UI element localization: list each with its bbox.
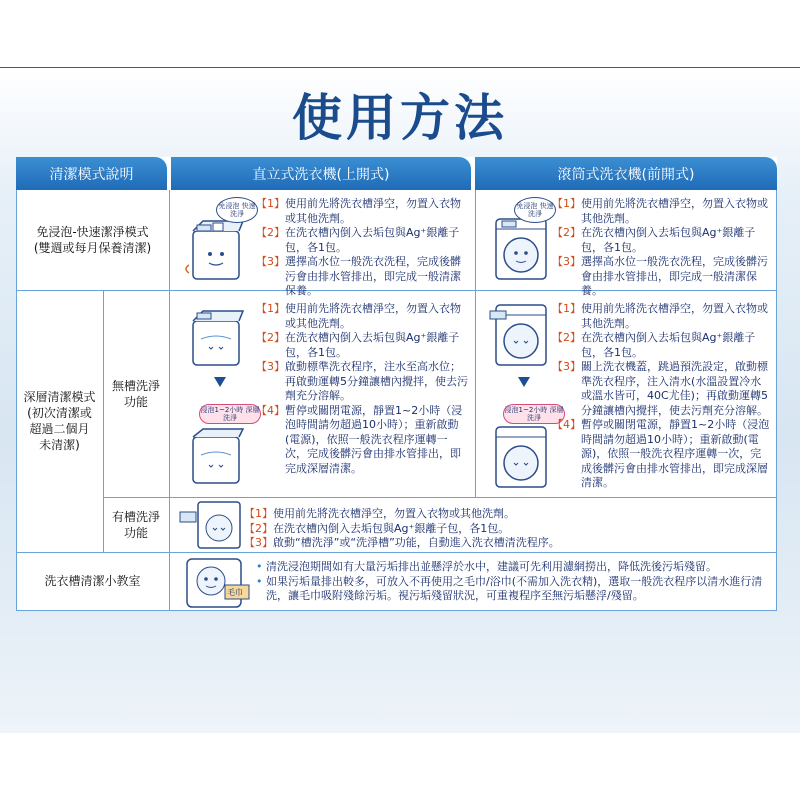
header-top-load: 直立式洗衣機(上開式) (171, 157, 471, 190)
step-text: 暫停或關閉電源，靜置1~2小時（浸泡時間請勿超過10小時）；重新啟動(電源)，依照一般洗衣程序運轉一次，完成後髒污會由排水管排出，即完成深層清潔。 (285, 403, 463, 475)
step-text: 啟動“槽洗淨”或“洗淨槽”功能，自動進入洗衣槽清洗程序。 (273, 536, 560, 549)
header-front-load: 滾筒式洗衣機(前開式) (475, 157, 777, 190)
deep-soak-bubble: 浸泡1~2小時 深層洗淨 (504, 406, 564, 422)
step-text: 在洗衣槽內倒入去垢包與Ag⁺銀離子包，各1包。 (285, 331, 460, 359)
grid-line (169, 190, 170, 611)
quick-top-load-steps (256, 197, 468, 299)
step-item (552, 360, 772, 418)
front-load-washer-illustration (486, 419, 556, 491)
tip-text: 如果污垢量排出較多，可放入不再使用之毛巾/浴巾(不需加入洗衣精)，選取一般洗衣程序以清水進行清洗，讓毛巾吸附殘餘污垢。視污垢殘留狀況，可重複程序至無污垢懸浮/殘留。 (266, 574, 763, 602)
step-number: 【1】 (256, 302, 285, 315)
instructions-table (16, 157, 777, 611)
step-number: 【3】 (552, 255, 581, 268)
grid-line (103, 497, 777, 498)
page-title: 使用方法 (292, 89, 508, 147)
deep-mode-title: 深層清潔模式 (23, 390, 96, 404)
deep-front-load-steps (552, 302, 772, 491)
no-tank-subtitle: 功能 (123, 394, 148, 409)
step-number: 【3】 (244, 536, 273, 549)
step-item (244, 536, 769, 551)
quick-front-load-steps (552, 197, 772, 299)
tank-function-label (103, 497, 169, 552)
towel-washer-illustration (181, 555, 253, 609)
down-arrow-icon (214, 377, 226, 387)
step-item (256, 302, 468, 331)
step-number: 【2】 (256, 226, 285, 239)
step-item (256, 360, 468, 404)
step-text: 啟動標準洗衣程序，注水至高水位；再啟動運轉5分鐘讓槽內攪拌，使去污劑充分溶解。 (285, 360, 468, 402)
bullet-icon: • (256, 574, 266, 588)
step-item (552, 302, 772, 331)
deep-mode-subtitle: (初次清潔或 (27, 406, 92, 420)
quick-mode-subtitle: (雙週或每月保養清潔) (33, 241, 152, 255)
header-mode: 清潔模式說明 (16, 157, 167, 190)
step-item (552, 331, 772, 360)
step-text: 在洗衣槽內倒入去垢包與Ag⁺銀離子包，各1包。 (581, 226, 756, 254)
step-text: 使用前先將洗衣槽淨空，勿置入衣物或其他洗劑。 (581, 302, 768, 330)
step-number: 【1】 (244, 507, 273, 520)
no-tank-label (103, 290, 169, 497)
tip-text: 清洗浸泡期間如有大量污垢排出並懸浮於水中，建議可先利用濾網撈出，降低洗後污垢殘留。 (266, 560, 717, 573)
step-number: 【3】 (552, 360, 581, 373)
quick-wash-bubble: 免浸泡 快速洗淨 (216, 197, 258, 223)
tank-function-subtitle: 功能 (123, 525, 148, 540)
step-number: 【3】 (256, 360, 285, 373)
deep-mode-subtitle: 超過二個月 (29, 422, 90, 436)
step-number: 【2】 (552, 331, 581, 344)
tips-list (256, 560, 771, 604)
quick-wash-bubble: 免浸泡 快速洗淨 (514, 197, 556, 223)
quick-mode-title: 免浸泡-快速潔淨模式 (36, 225, 149, 239)
step-number: 【1】 (256, 197, 285, 210)
step-item (244, 522, 769, 537)
step-text: 在洗衣槽內倒入去垢包與Ag⁺銀離子包，各1包。 (581, 331, 756, 359)
step-text: 暫停或關閉電源，靜置1~2小時（浸泡時間請勿超過10小時）；重新啟動(電源)，依照一般洗衣程序運轉一次，完成後髒污會由排水管排出，即完成深層清潔。 (581, 418, 770, 489)
step-text: 使用前先將洗衣槽淨空，勿置入衣物或其他洗劑。 (581, 197, 768, 225)
grid-line (475, 190, 476, 497)
step-item (256, 226, 468, 255)
step-item (552, 197, 772, 226)
step-text: 在洗衣槽內倒入去垢包與Ag⁺銀離子包，各1包。 (273, 521, 510, 535)
no-tank-title: 無槽洗淨 (111, 378, 160, 393)
deep-mode-subtitle: 未清潔) (39, 438, 80, 452)
tank-function-steps (244, 507, 769, 551)
deep-soak-bubble: 浸泡1~2小時 深層洗淨 (200, 406, 260, 422)
step-number: 【1】 (552, 197, 581, 210)
step-item (256, 404, 468, 477)
top-load-washer-illustration (181, 419, 251, 489)
step-item (552, 255, 772, 299)
washer-pack-illustration (176, 500, 246, 550)
step-item (552, 226, 772, 255)
deep-mode-label (16, 290, 103, 552)
tank-function-title: 有槽洗淨 (111, 509, 160, 524)
step-number: 【1】 (552, 302, 581, 315)
step-text: 使用前先將洗衣槽淨空，勿置入衣物或其他洗劑。 (285, 302, 461, 330)
tips-label: 洗衣槽清潔小教室 (44, 574, 141, 588)
step-item (256, 197, 468, 226)
step-text: 關上洗衣機蓋，跳過預洗設定，啟動標準洗衣程序，注入清水(水溫設置冷水或溫水皆可，40C尤佳)；再啟動運轉5分鐘讓槽內攪拌，使去污劑充分溶解。 (581, 360, 768, 417)
grid-line (776, 190, 777, 611)
step-number: 【3】 (256, 255, 285, 268)
step-text: 使用前先將洗衣槽淨空，勿置入衣物或其他洗劑。 (273, 507, 515, 520)
step-number: 【2】 (552, 226, 581, 239)
deep-top-load-steps (256, 302, 468, 476)
step-text: 在洗衣槽內倒入去垢包與Ag⁺銀離子包，各1包。 (285, 226, 460, 254)
bullet-icon: • (256, 560, 266, 573)
tip-item (256, 560, 771, 575)
front-load-washer-illustration (486, 299, 556, 369)
step-item (244, 507, 769, 522)
step-number: 【4】 (256, 403, 285, 417)
towel-label: 毛巾 (227, 588, 243, 597)
step-number: 【4】 (552, 418, 581, 431)
down-arrow-icon (518, 377, 530, 387)
tip-item (256, 575, 771, 604)
step-item (256, 331, 468, 360)
step-text: 選擇高水位一般洗衣洗程，完成後髒污會由排水管排出，即完成一般清潔保養。 (581, 255, 768, 297)
quick-mode-label (16, 190, 169, 290)
step-number: 【2】 (244, 521, 273, 535)
step-text: 使用前先將洗衣槽淨空，勿置入衣物或其他洗劑。 (285, 197, 461, 225)
step-item (256, 255, 468, 299)
grid-line (16, 610, 777, 611)
step-item (552, 418, 772, 491)
step-text: 選擇高水位一般洗衣洗程，完成後髒污會由排水管排出，即完成一般清潔保養。 (285, 255, 461, 297)
top-load-washer-illustration (181, 299, 251, 369)
step-number: 【2】 (256, 331, 285, 344)
